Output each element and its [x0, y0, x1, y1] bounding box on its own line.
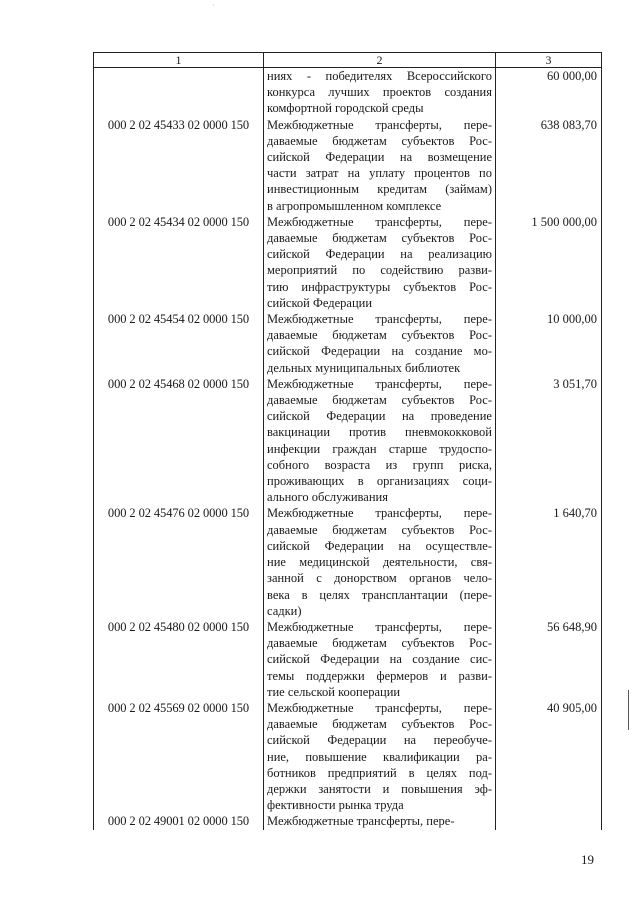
row-description: [264, 619, 496, 700]
description-line: ние медицинской деятельности, свя-: [267, 555, 492, 570]
description-line: инвестиционным кредитам (займам): [267, 182, 492, 197]
description-line: комфортной городской среды: [267, 101, 424, 116]
description-line: века в целях трансплантации (пере-: [267, 587, 492, 602]
margin-rule: [628, 690, 629, 730]
description-line: держки занятости и повышения эф-: [267, 781, 492, 796]
description-line: Межбюджетные трансферты, пере-: [267, 376, 492, 391]
row-code: 000 2 02 45454 02 0000 150: [94, 311, 264, 376]
table-row: [94, 117, 602, 214]
description-line: Межбюджетные трансферты, пере-: [267, 117, 492, 132]
page-number: 19: [581, 852, 594, 867]
row-description: [264, 214, 496, 311]
description-line: даваемые бюджетам субъектов Рос-: [267, 133, 492, 148]
description-line: сийской Федерации: [267, 295, 373, 310]
description-line: ние, повышение квалификации ра-: [267, 749, 492, 764]
description-line: инфекции граждан старше трудоспо-: [267, 441, 492, 456]
description-line: Межбюджетные трансферты, пере-: [267, 814, 455, 829]
description-line: Межбюджетные трансферты, пере-: [267, 506, 492, 521]
table-row: [94, 311, 602, 376]
description-line: части затрат на уплату процентов по: [267, 166, 492, 181]
description-line: даваемые бюджетам субъектов Рос-: [267, 231, 492, 246]
description-line: Межбюджетные трансферты, пере-: [267, 700, 492, 715]
row-description: [264, 505, 496, 618]
description-line: дельных муниципальных библиотек: [267, 360, 461, 375]
row-code: 000 2 02 45468 02 0000 150: [94, 376, 264, 506]
row-description: [264, 700, 496, 813]
description-line: даваемые бюджетам субъектов Рос-: [267, 393, 492, 408]
row-description: [264, 311, 496, 376]
table-row: [94, 214, 602, 311]
table-row: [94, 505, 602, 618]
description-line: темы поддержки фермеров и разви-: [267, 668, 492, 683]
description-line: мероприятий по содействию разви-: [267, 263, 492, 278]
table-body: [94, 68, 602, 830]
description-line: даваемые бюджетам субъектов Рос-: [267, 328, 492, 343]
description-line: сийской Федерации на проведение: [267, 409, 492, 424]
header-col-2: 2: [264, 53, 496, 68]
description-line: Межбюджетные трансферты, пере-: [267, 312, 492, 327]
description-line: фективности рынка труда: [267, 798, 404, 813]
row-amount: 1 640,70: [496, 505, 602, 618]
budget-table: [93, 52, 602, 830]
row-description: [264, 68, 496, 117]
row-code: 000 2 02 45476 02 0000 150: [94, 505, 264, 618]
row-code: [94, 68, 264, 117]
table-row: [94, 376, 602, 506]
row-amount: 60 000,00: [496, 68, 602, 117]
description-line: сийской Федерации на создание сис-: [267, 652, 492, 667]
description-line: даваемые бюджетам субъектов Рос-: [267, 522, 492, 537]
description-line: проживающих в организациях соци-: [267, 474, 492, 489]
header-col-1: 1: [94, 53, 264, 68]
table-row: [94, 68, 602, 117]
description-line: тие сельской кооперации: [267, 684, 401, 699]
description-line: в агропромышленном комплексе: [267, 198, 442, 213]
description-line: сийской Федерации на осуществле-: [267, 538, 492, 553]
description-line: конкурса лучших проектов создания: [267, 85, 492, 100]
row-amount: 3 051,70: [496, 376, 602, 506]
description-line: сийской Федерации на реализацию: [267, 247, 492, 262]
description-line: ниях - победителях Всероссийского: [267, 69, 492, 83]
row-code: 000 2 02 45433 02 0000 150: [94, 117, 264, 214]
description-line: ботников предприятий в целях под-: [267, 765, 492, 780]
table-header-row: [94, 53, 602, 68]
description-line: ального обслуживания: [267, 490, 388, 505]
header-col-3: 3: [496, 53, 602, 68]
scan-mark: ·: [212, 0, 215, 10]
row-amount: 638 083,70: [496, 117, 602, 214]
row-code: 000 2 02 45480 02 0000 150: [94, 619, 264, 700]
description-line: сийской Федерации на возмещение: [267, 150, 492, 165]
table-row: [94, 700, 602, 813]
description-line: садки): [267, 603, 302, 618]
description-line: даваемые бюджетам субъектов Рос-: [267, 717, 492, 732]
description-line: сийской Федерации на переобуче-: [267, 733, 492, 748]
description-line: сийской Федерации на создание мо-: [267, 344, 492, 359]
row-amount: 1 500 000,00: [496, 214, 602, 311]
description-line: Межбюджетные трансферты, пере-: [267, 619, 492, 634]
row-amount: 10 000,00: [496, 311, 602, 376]
row-code: 000 2 02 45569 02 0000 150: [94, 700, 264, 813]
table-row: [94, 619, 602, 700]
row-description: [264, 813, 496, 829]
description-line: вакцинации против пневмококковой: [267, 425, 492, 440]
row-code: 000 2 02 49001 02 0000 150: [94, 813, 264, 829]
description-line: Межбюджетные трансферты, пере-: [267, 214, 492, 229]
description-line: даваемые бюджетам субъектов Рос-: [267, 636, 492, 651]
row-code: 000 2 02 45434 02 0000 150: [94, 214, 264, 311]
description-line: занной с донорством органов чело-: [267, 571, 492, 586]
description-line: собного возраста из групп риска,: [267, 457, 492, 472]
table-row: [94, 813, 602, 829]
row-amount: [496, 813, 602, 829]
row-amount: 40 905,00: [496, 700, 602, 813]
row-amount: 56 648,90: [496, 619, 602, 700]
description-line: тию инфраструктуры субъектов Рос-: [267, 279, 492, 294]
row-description: [264, 376, 496, 506]
row-description: [264, 117, 496, 214]
